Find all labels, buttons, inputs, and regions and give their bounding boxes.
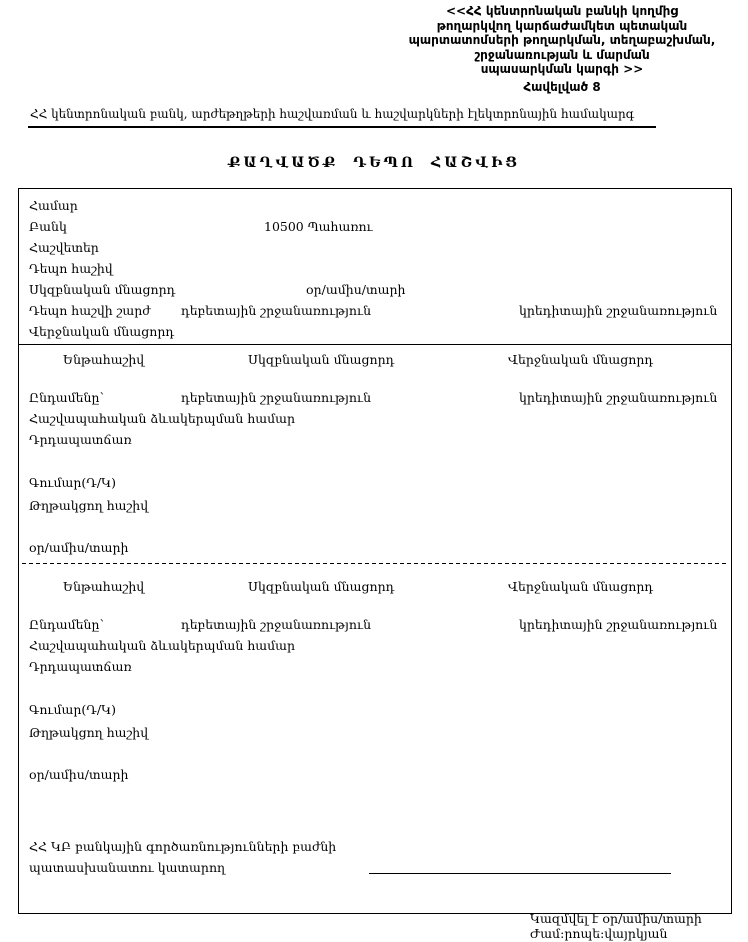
regulation-line: սպասարկման կարգի >> [480,62,644,76]
opening-balance-col-1: Սկզբնական մնացորդ [248,352,395,367]
bank-label: Բանկ [29,219,67,234]
credit-turnover-label: կրեդիտային շրջանառություն [519,303,718,318]
document-title: ՔԱՂՎԱԾՔ ԴԵՊՈ ՀԱՇՎԻՑ [227,155,521,171]
accounting-entry-label-2: Հաշվապահական ձևակերպման համար [29,638,296,653]
compiled-time-label: Ժամ:րոպե:վայրկյան [530,926,668,941]
amount-label-1: Գումար(Դ/Կ) [29,475,117,490]
correspondent-account-label-1: Թղթակցող հաշիվ [29,498,149,513]
closing-balance-label: Վերջնական մնացորդ [29,324,175,339]
appendix-number: Հավելված 8 [523,79,601,94]
debit-turnover-label-2: դեբետային շրջանառություն [181,617,372,632]
regulation-reference [378,4,746,94]
debit-turnover-label-1: դեբետային շրջանառություն [181,390,372,405]
date-label-opening: օր/ամիս/տարի [306,282,406,297]
bank-value: 10500 Պահառու [264,219,373,234]
subaccount-label-1: Ենթահաշիվ [63,352,145,367]
statement-form-box [18,188,732,914]
system-title: ՀՀ կենտրոնական բանկ, արժեթղթերի հաշվառման և հաշվարկների էլեկտրոնային համակարգ [30,107,635,121]
subaccount-label-2: Ենթահաշիվ [63,579,145,594]
credit-turnover-label-2: կրեդիտային շրջանառություն [519,617,718,632]
compiled-date-label: Կազմվել է օր/ամիս/տարի [530,911,702,926]
section-divider-dashed [22,563,728,564]
responsible-line-1: ՀՀ ԿԲ բանկային գործառնությունների բաժնի [29,839,337,854]
reason-label-2: Դրդապատճառ [29,659,132,674]
total-label-2: Ընդամենը` [29,617,106,632]
regulation-line: թողարկվող կարճաժամկետ պետական [436,18,688,33]
footer [530,911,702,941]
accounting-entry-label-1: Հաշվապահական ձևակերպման համար [29,411,296,426]
opening-balance-label: Սկզբնական մնացորդ [29,282,176,297]
number-label: Համար [29,198,78,213]
reason-label-1: Դրդապատճառ [29,432,132,447]
closing-balance-col-1: Վերջնական մնացորդ [508,352,654,367]
opening-balance-col-2: Սկզբնական մնացորդ [248,579,395,594]
correspondent-account-label-2: Թղթակցող հաշիվ [29,725,149,740]
date-label-2: օր/ամիս/տարի [29,767,129,782]
section-divider-solid [19,344,731,345]
total-label-1: Ընդամենը` [29,390,106,405]
signature-line [369,873,671,874]
credit-turnover-label-1: կրեդիտային շրջանառություն [519,390,718,405]
header-rule [28,126,656,128]
regulation-line: շրջանառության և մարման [474,47,650,62]
account-holder-label: Հաշվետեր [29,240,99,255]
movement-label: Դեպո հաշվի շարժ [29,303,151,318]
date-label-1: օր/ամիս/տարի [29,540,129,555]
regulation-line: պարտատոմսերի թողարկման, տեղաբաշխման, [408,33,716,47]
debit-turnover-label: դեբետային շրջանառություն [181,303,372,318]
depo-account-label: Դեպո հաշիվ [29,261,113,276]
responsible-line-2: պատասխանատու կատարող [29,860,226,875]
amount-label-2: Գումար(Դ/Կ) [29,702,117,717]
regulation-line: <<ՀՀ կենտրոնական բանկի կողմից [445,4,679,18]
closing-balance-col-2: Վերջնական մնացորդ [508,579,654,594]
